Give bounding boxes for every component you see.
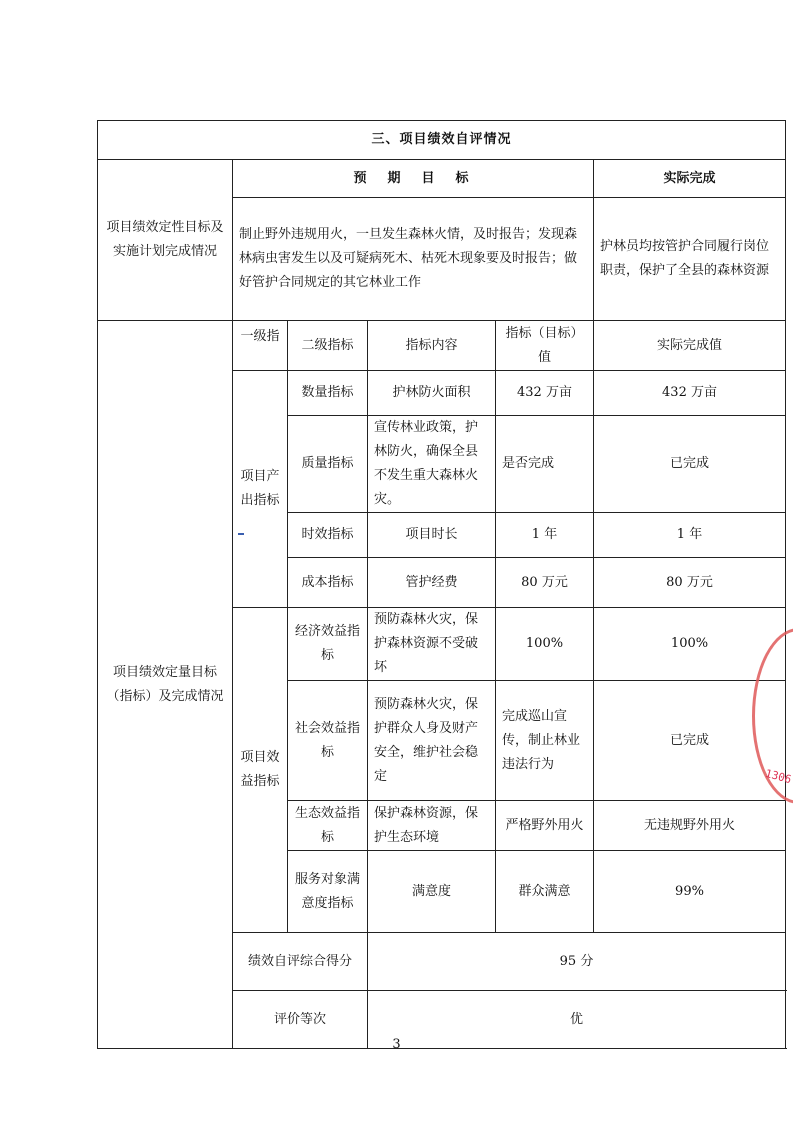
seal-digits: 1306 <box>763 766 793 787</box>
expected-goal-text: 制止野外违规用火，一旦发生森林火情，及时报告；发现森林病虫害发生以及可疑病死木、枯死木现象要及时报告；做好管护合同规定的其它林业工作 <box>233 198 594 321</box>
header-target: 指标（目标）值 <box>496 321 594 371</box>
content-cell: 满意度 <box>368 851 496 933</box>
grade-value: 优 <box>368 991 786 1049</box>
actual-cell: 432 万亩 <box>594 371 786 416</box>
output-indicator-group: 项目产出指标 <box>233 371 288 608</box>
header-content: 指标内容 <box>368 321 496 371</box>
content-cell: 预防森林火灾，保护森林资源不受破坏 <box>368 608 496 681</box>
target-cell: 100% <box>496 608 594 681</box>
actual-cell: 已完成 <box>594 416 786 513</box>
level2-cell: 质量指标 <box>288 416 368 513</box>
level2-cell: 经济效益指标 <box>288 608 368 681</box>
target-cell: 1 年 <box>496 513 594 558</box>
score-value: 95 分 <box>368 933 786 991</box>
actual-cell: 1 年 <box>594 513 786 558</box>
target-cell: 432 万亩 <box>496 371 594 416</box>
level2-cell: 社会效益指标 <box>288 681 368 801</box>
level2-cell: 服务对象满意度指标 <box>288 851 368 933</box>
actual-completion-text: 护林员均按管护合同履行岗位职责，保护了全县的森林资源 <box>594 198 786 321</box>
qualitative-row-label: 项目绩效定性目标及实施计划完成情况 <box>98 160 233 321</box>
content-cell: 项目时长 <box>368 513 496 558</box>
content-cell: 管护经费 <box>368 558 496 608</box>
target-cell: 是否完成 <box>496 416 594 513</box>
actual-cell: 99% <box>594 851 786 933</box>
content-cell: 宣传林业政策，护林防火，确保全县不发生重大森林火灾。 <box>368 416 496 513</box>
target-cell: 群众满意 <box>496 851 594 933</box>
header-actual: 实际完成值 <box>594 321 786 371</box>
content-cell: 保护森林资源，保护生态环境 <box>368 801 496 851</box>
section-title: 三、项目绩效自评情况 <box>98 121 786 160</box>
header-level2: 二级指标 <box>288 321 368 371</box>
actual-cell: 80 万元 <box>594 558 786 608</box>
grade-label: 评价等次 <box>233 991 368 1049</box>
level2-cell: 时效指标 <box>288 513 368 558</box>
target-cell: 严格野外用火 <box>496 801 594 851</box>
content-cell: 护林防火面积 <box>368 371 496 416</box>
benefit-indicator-group: 项目效益指标 <box>233 608 288 933</box>
level2-cell: 成本指标 <box>288 558 368 608</box>
page-number: 3 <box>392 1037 401 1052</box>
actual-completion-header: 实际完成 <box>594 160 786 198</box>
actual-cell: 已完成 <box>594 681 786 801</box>
actual-cell: 100% <box>594 608 786 681</box>
score-label: 绩效自评综合得分 <box>233 933 368 991</box>
actual-cell: 无违规野外用火 <box>594 801 786 851</box>
header-level1: 一级指 <box>233 321 288 371</box>
target-cell: 80 万元 <box>496 558 594 608</box>
level2-cell: 数量指标 <box>288 371 368 416</box>
target-cell: 完成巡山宣传，制止林业违法行为 <box>496 681 594 801</box>
blue-dash-mark <box>238 533 244 535</box>
level2-cell: 生态效益指标 <box>288 801 368 851</box>
content-cell: 预防森林火灾，保护群众人身及财产安全，维护社会稳定 <box>368 681 496 801</box>
quantitative-row-label: 项目绩效定量目标（指标）及完成情况 <box>98 321 233 1049</box>
expected-goal-header: 预 期 目 标 <box>233 160 594 198</box>
performance-table <box>97 120 786 1049</box>
